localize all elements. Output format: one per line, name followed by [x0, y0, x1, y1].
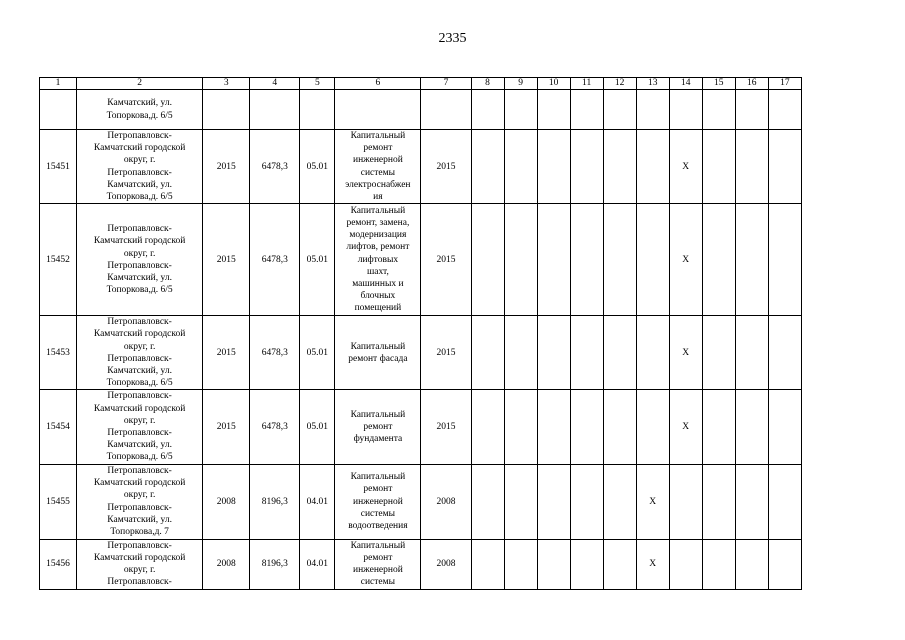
mark-cell	[537, 204, 570, 316]
mark-cell	[669, 539, 702, 589]
work-type-cell: Капитальный ремонт инженерной системы электроснабжен ия	[335, 130, 421, 204]
mark-cell: X	[669, 130, 702, 204]
plan-year-cell: 2015	[421, 130, 471, 204]
plan-year-cell: 2015	[421, 204, 471, 316]
mark-cell	[537, 464, 570, 539]
mark-cell	[570, 316, 603, 390]
mark-cell	[702, 130, 735, 204]
mark-cell	[570, 464, 603, 539]
work-type-cell: Капитальный ремонт, замена, модернизация лифтов, ремонт лифтовых шахт, машинных и блочных помещений	[335, 204, 421, 316]
code-cell: 05.01	[300, 130, 335, 204]
column-number: 8	[471, 78, 504, 90]
column-number-row	[40, 78, 802, 90]
column-number: 12	[603, 78, 636, 90]
mark-cell	[636, 204, 669, 316]
mark-cell	[636, 316, 669, 390]
column-number: 1	[40, 78, 77, 90]
record-id: 15453	[40, 316, 77, 390]
address-cell: Петропавловск- Камчатский городской округ, г. Петропавловск- Камчатский, ул. Топоркова,д. 6/5	[77, 204, 203, 316]
year-cell: 2015	[203, 204, 250, 316]
mark-cell	[768, 539, 801, 589]
area-cell: 6478,3	[250, 130, 300, 204]
column-number: 5	[300, 78, 335, 90]
mark-cell	[471, 90, 504, 130]
address-cell: Петропавловск- Камчатский городской округ, г. Петропавловск- Камчатский, ул. Топоркова,д. 6/5	[77, 390, 203, 464]
column-number: 6	[335, 78, 421, 90]
mark-cell	[570, 390, 603, 464]
column-number: 9	[504, 78, 537, 90]
record-id	[40, 90, 77, 130]
column-number: 14	[669, 78, 702, 90]
year-cell: 2015	[203, 130, 250, 204]
mark-cell	[537, 130, 570, 204]
mark-cell	[504, 204, 537, 316]
mark-cell	[702, 90, 735, 130]
area-cell: 8196,3	[250, 464, 300, 539]
year-cell: 2008	[203, 464, 250, 539]
mark-cell	[735, 390, 768, 464]
mark-cell	[570, 90, 603, 130]
mark-cell	[768, 130, 801, 204]
mark-cell	[471, 130, 504, 204]
plan-year-cell	[421, 90, 471, 130]
mark-cell	[768, 316, 801, 390]
mark-cell	[603, 316, 636, 390]
table-row	[40, 390, 802, 464]
mark-cell	[570, 539, 603, 589]
column-number: 7	[421, 78, 471, 90]
year-cell: 2015	[203, 316, 250, 390]
mark-cell	[702, 204, 735, 316]
code-cell: 05.01	[300, 390, 335, 464]
mark-cell: X	[636, 539, 669, 589]
mark-cell	[471, 390, 504, 464]
mark-cell	[603, 464, 636, 539]
mark-cell	[504, 90, 537, 130]
mark-cell	[735, 90, 768, 130]
work-type-cell: Капитальный ремонт инженерной системы	[335, 539, 421, 589]
mark-cell	[504, 390, 537, 464]
area-cell: 8196,3	[250, 539, 300, 589]
record-id: 15454	[40, 390, 77, 464]
mark-cell	[768, 390, 801, 464]
mark-cell	[537, 316, 570, 390]
mark-cell	[471, 316, 504, 390]
column-number: 13	[636, 78, 669, 90]
mark-cell	[735, 316, 768, 390]
mark-cell: X	[669, 390, 702, 464]
year-cell: 2015	[203, 390, 250, 464]
area-cell: 6478,3	[250, 316, 300, 390]
code-cell: 05.01	[300, 316, 335, 390]
address-cell: Камчатский, ул. Топоркова,д. 6/5	[77, 90, 203, 130]
mark-cell	[702, 316, 735, 390]
record-id: 15452	[40, 204, 77, 316]
mark-cell	[702, 390, 735, 464]
table-row	[40, 539, 802, 589]
mark-cell	[669, 90, 702, 130]
column-number: 3	[203, 78, 250, 90]
mark-cell	[603, 204, 636, 316]
area-cell	[250, 90, 300, 130]
address-cell: Петропавловск- Камчатский городской округ, г. Петропавловск- Камчатский, ул. Топоркова,д. 6/5	[77, 316, 203, 390]
mark-cell	[504, 316, 537, 390]
mark-cell	[636, 390, 669, 464]
plan-year-cell: 2015	[421, 390, 471, 464]
code-cell: 04.01	[300, 464, 335, 539]
mark-cell	[768, 204, 801, 316]
code-cell: 05.01	[300, 204, 335, 316]
mark-cell: X	[669, 316, 702, 390]
table-row	[40, 464, 802, 539]
year-cell: 2008	[203, 539, 250, 589]
mark-cell	[735, 464, 768, 539]
mark-cell	[471, 464, 504, 539]
page-number: 2335	[438, 31, 467, 46]
mark-cell	[570, 130, 603, 204]
plan-year-cell: 2015	[421, 316, 471, 390]
address-cell: Петропавловск- Камчатский городской округ, г. Петропавловск- Камчатский, ул. Топоркова,д. 6/5	[77, 130, 203, 204]
column-number: 16	[735, 78, 768, 90]
area-cell: 6478,3	[250, 204, 300, 316]
column-number: 11	[570, 78, 603, 90]
plan-year-cell: 2008	[421, 464, 471, 539]
table-row	[40, 130, 802, 204]
mark-cell	[702, 464, 735, 539]
work-type-cell: Капитальный ремонт инженерной системы водоотведения	[335, 464, 421, 539]
mark-cell	[603, 539, 636, 589]
mark-cell: X	[669, 204, 702, 316]
mark-cell	[603, 390, 636, 464]
address-cell: Петропавловск- Камчатский городской округ, г. Петропавловск- Камчатский, ул. Топоркова,д. 7	[77, 464, 203, 539]
mark-cell	[603, 90, 636, 130]
mark-cell	[537, 539, 570, 589]
mark-cell	[702, 539, 735, 589]
mark-cell: X	[636, 464, 669, 539]
register-table	[39, 77, 802, 590]
mark-cell	[504, 130, 537, 204]
work-type-cell: Капитальный ремонт фасада	[335, 316, 421, 390]
mark-cell	[537, 90, 570, 130]
mark-cell	[504, 464, 537, 539]
mark-cell	[735, 539, 768, 589]
mark-cell	[735, 130, 768, 204]
table-row	[40, 316, 802, 390]
column-number: 10	[537, 78, 570, 90]
table-row	[40, 90, 802, 130]
mark-cell	[768, 90, 801, 130]
mark-cell	[504, 539, 537, 589]
record-id: 15451	[40, 130, 77, 204]
work-type-cell: Капитальный ремонт фундамента	[335, 390, 421, 464]
mark-cell	[636, 130, 669, 204]
year-cell	[203, 90, 250, 130]
mark-cell	[603, 130, 636, 204]
address-cell: Петропавловск- Камчатский городской округ, г. Петропавловск-	[77, 539, 203, 589]
mark-cell	[471, 204, 504, 316]
mark-cell	[537, 390, 570, 464]
work-type-cell	[335, 90, 421, 130]
table-row	[40, 204, 802, 316]
column-number: 17	[768, 78, 801, 90]
plan-year-cell: 2008	[421, 539, 471, 589]
mark-cell	[570, 204, 603, 316]
column-number: 4	[250, 78, 300, 90]
mark-cell	[636, 90, 669, 130]
mark-cell	[471, 539, 504, 589]
area-cell: 6478,3	[250, 390, 300, 464]
mark-cell	[669, 464, 702, 539]
column-number: 15	[702, 78, 735, 90]
record-id: 15455	[40, 464, 77, 539]
mark-cell	[768, 464, 801, 539]
code-cell	[300, 90, 335, 130]
record-id: 15456	[40, 539, 77, 589]
column-number: 2	[77, 78, 203, 90]
mark-cell	[735, 204, 768, 316]
code-cell: 04.01	[300, 539, 335, 589]
